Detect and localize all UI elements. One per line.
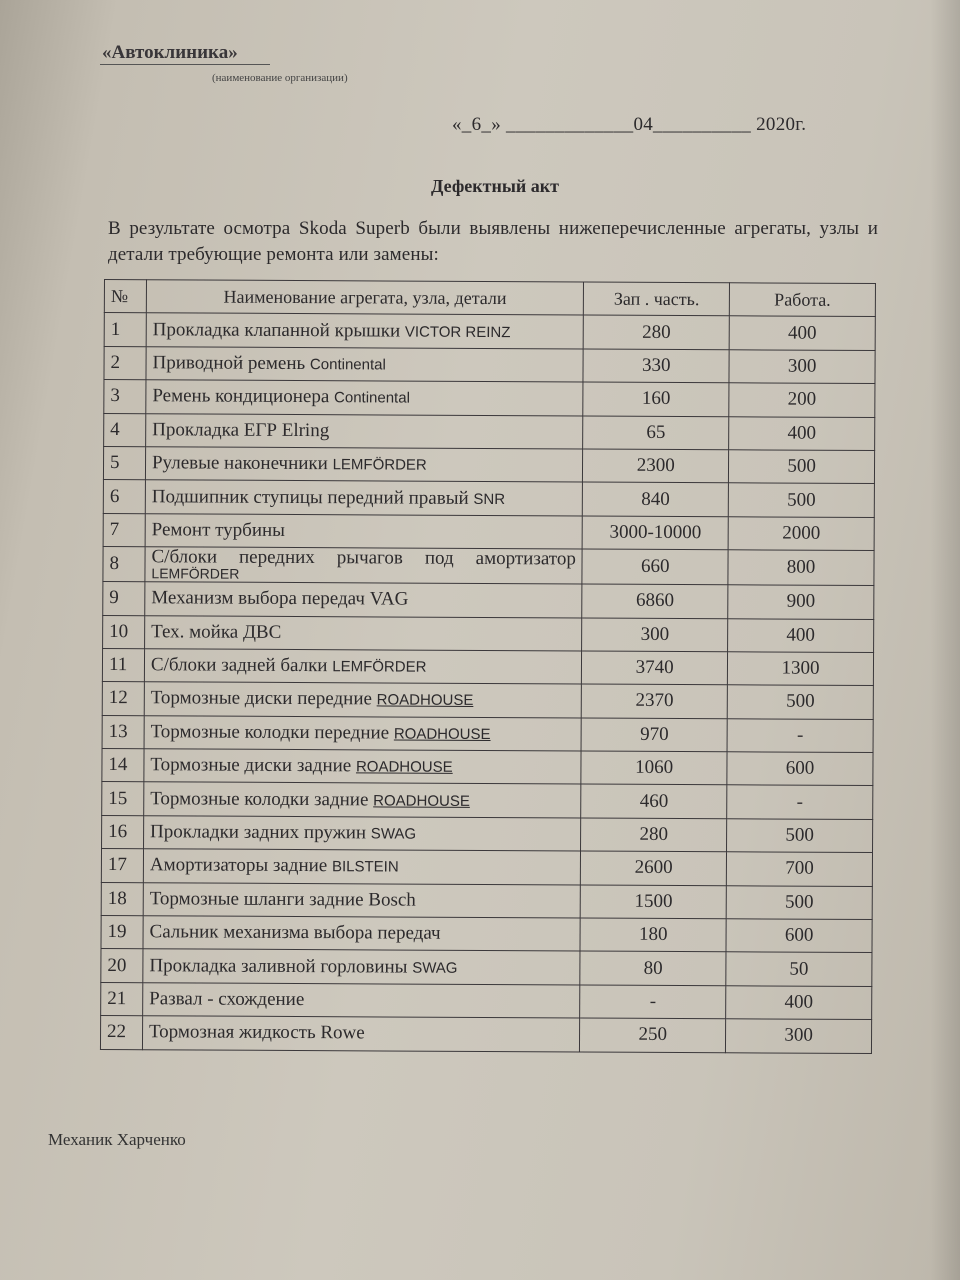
- item-name-text: Прокладка ЕГР Elring: [152, 419, 330, 441]
- item-name-text: Прокладка клапанной крышки: [152, 318, 401, 342]
- row-work-price: 400: [729, 316, 875, 350]
- organization-name: «Автоклиника»: [102, 42, 238, 63]
- item-name-text: Тормозные колодки передние: [150, 721, 390, 744]
- row-work-price: -: [727, 718, 873, 752]
- row-parts-price: 970: [581, 718, 727, 752]
- table-row: [103, 480, 874, 517]
- row-number: 16: [102, 815, 144, 849]
- row-work-price: 500: [727, 685, 873, 719]
- row-number: 17: [101, 849, 143, 883]
- row-work-price: 600: [727, 752, 873, 786]
- item-brand: ROADHOUSE: [355, 758, 453, 777]
- item-brand: LEMFÖRDER: [332, 658, 427, 676]
- row-work-price: 500: [727, 819, 873, 853]
- row-parts-price: 3740: [582, 651, 728, 685]
- row-work-price: 300: [726, 1019, 872, 1053]
- table-row: [101, 916, 872, 953]
- item-name-text: Амортизаторы задние: [149, 854, 328, 877]
- row-number: 14: [102, 749, 144, 783]
- row-item-name: [143, 916, 581, 952]
- row-parts-price: 2370: [582, 684, 728, 718]
- row-item-name: [143, 849, 581, 885]
- row-number: 20: [101, 949, 143, 983]
- table-row: [101, 949, 872, 986]
- row-work-price: 300: [729, 350, 875, 384]
- row-number: 11: [102, 648, 144, 682]
- row-parts-price: 80: [580, 951, 726, 985]
- row-parts-price: -: [580, 985, 726, 1019]
- item-brand: SWAG: [370, 825, 417, 843]
- table-header-row: [104, 280, 875, 317]
- row-parts-price: 6860: [582, 584, 728, 618]
- table-row: [104, 413, 875, 450]
- row-number: 21: [101, 982, 143, 1016]
- table-row: [103, 582, 874, 619]
- row-work-price: 900: [728, 585, 874, 619]
- row-number: 22: [100, 1016, 142, 1050]
- row-parts-price: 300: [582, 618, 728, 652]
- row-number: 5: [103, 446, 145, 480]
- row-item-name: [145, 447, 583, 483]
- item-name-text: Ремень кондиционера: [152, 385, 330, 408]
- table-row: [103, 446, 874, 483]
- table-row: [103, 615, 874, 652]
- table-row: [100, 1016, 871, 1053]
- row-item-name: [145, 513, 583, 549]
- item-brand: ROADHOUSE: [376, 691, 474, 710]
- row-work-price: 400: [726, 986, 872, 1020]
- item-name-text: Тех. мойка ДВС: [151, 620, 282, 643]
- item-brand: ROADHOUSE: [373, 792, 470, 810]
- row-parts-price: 2600: [581, 851, 727, 885]
- header-parts-price: Зап . часть.: [584, 282, 730, 316]
- row-work-price: 200: [729, 383, 875, 417]
- organization-underline: [100, 64, 270, 65]
- table-row: [102, 682, 873, 719]
- item-name-text: Рулевые наконечники: [151, 452, 328, 475]
- item-name-text: Прокладки задних пружин: [150, 821, 367, 844]
- item-brand: BILSTEIN: [331, 858, 399, 876]
- row-work-price: 600: [726, 919, 872, 953]
- row-number: 3: [104, 380, 146, 414]
- header-number: №: [104, 280, 146, 314]
- row-parts-price: 2300: [583, 449, 729, 483]
- table-row: [104, 346, 875, 383]
- row-item-name: [146, 347, 584, 383]
- row-work-price: -: [727, 785, 873, 819]
- item-brand: VICTOR REINZ: [404, 323, 511, 341]
- row-parts-price: 660: [582, 549, 728, 585]
- row-work-price: 700: [726, 852, 872, 886]
- row-item-name: [142, 1016, 580, 1052]
- row-work-price: 2000: [728, 517, 874, 551]
- row-number: 1: [104, 313, 146, 347]
- row-parts-price: 3000-10000: [582, 516, 728, 550]
- document-date: «_6_» _____________04__________ 2020г.: [452, 114, 807, 135]
- row-parts-price: 1500: [580, 885, 726, 919]
- row-number: 2: [104, 346, 146, 380]
- row-item-name: [146, 380, 584, 416]
- row-item-name: [145, 547, 583, 584]
- item-brand: Continental: [333, 389, 410, 407]
- row-item-name: [145, 480, 583, 516]
- table-row: [103, 513, 874, 550]
- item-brand: Continental: [309, 356, 386, 374]
- table-row: [102, 749, 873, 786]
- intro-paragraph: В результате осмотра Skoda Superb были выявлены нижеперечисленные агрегаты, узлы и детали требующие ремонта или замены:: [108, 218, 878, 265]
- table-row: [101, 982, 872, 1019]
- table-row: [103, 547, 874, 586]
- row-number: 8: [103, 547, 145, 582]
- row-item-name: [144, 715, 582, 751]
- row-item-name: [144, 649, 582, 685]
- item-brand: LEMFÖRDER: [332, 456, 427, 474]
- item-brand: LEMFÖRDER: [151, 565, 240, 582]
- row-parts-price: 250: [580, 1018, 726, 1052]
- row-number: 19: [101, 916, 143, 950]
- item-name-text: Прокладка заливной горловины: [149, 954, 408, 978]
- table-row: [101, 849, 872, 886]
- item-name-text: Тормозные колодки задние: [150, 787, 369, 811]
- row-number: 7: [103, 513, 145, 547]
- item-brand: SWAG: [412, 959, 458, 977]
- row-work-price: 500: [726, 885, 872, 919]
- item-brand: ROADHOUSE: [393, 725, 491, 743]
- row-number: 6: [103, 480, 145, 514]
- row-parts-price: 460: [581, 784, 727, 818]
- item-brand: SNR: [473, 490, 506, 508]
- item-name-text: Приводной ремень: [152, 352, 306, 375]
- item-name-text: Механизм выбора передач VAG: [151, 587, 409, 610]
- item-name-text: Тормозные диски задние: [150, 754, 352, 777]
- row-parts-price: 280: [581, 818, 727, 852]
- row-number: 18: [101, 882, 143, 916]
- row-item-name: [144, 782, 582, 818]
- row-work-price: 800: [728, 550, 874, 586]
- row-item-name: [145, 582, 583, 618]
- row-item-name: [146, 413, 584, 449]
- row-item-name: [143, 949, 581, 985]
- row-number: 9: [103, 582, 145, 616]
- item-name-text: С/блоки передних рычагов под амортизатор: [151, 546, 576, 570]
- row-parts-price: 1060: [581, 751, 727, 785]
- row-work-price: 500: [729, 450, 875, 484]
- item-name-text: Подшипник ступицы передний правый: [151, 485, 469, 509]
- row-parts-price: 840: [583, 482, 729, 516]
- row-parts-price: 180: [580, 918, 726, 952]
- table-row: [102, 815, 873, 852]
- row-work-price: 50: [726, 952, 872, 986]
- row-parts-price: 65: [583, 416, 729, 450]
- header-item-name: Наименование агрегата, узла, детали: [146, 280, 584, 316]
- item-name-text: Тормозные диски передние: [150, 687, 372, 710]
- mechanic-signature: Механик Харченко: [48, 1130, 186, 1149]
- row-parts-price: 160: [583, 382, 729, 416]
- row-item-name: [146, 313, 584, 349]
- table-row: [102, 715, 873, 752]
- row-item-name: [143, 882, 581, 918]
- row-number: 10: [103, 615, 145, 649]
- table-row: [102, 648, 873, 685]
- table-row: [104, 313, 875, 350]
- item-name-text: Развал - схождение: [149, 988, 305, 1011]
- defects-table: [100, 279, 876, 1054]
- row-item-name: [143, 983, 581, 1019]
- row-work-price: 400: [729, 416, 875, 450]
- row-work-price: 500: [728, 483, 874, 517]
- row-number: 13: [102, 715, 144, 749]
- header-work-price: Работа.: [729, 283, 875, 317]
- row-work-price: 1300: [728, 652, 874, 686]
- organization-caption: (наименование организации): [212, 72, 348, 84]
- table-row: [104, 380, 875, 417]
- row-number: 4: [104, 413, 146, 447]
- table-row: [101, 882, 872, 919]
- row-item-name: [145, 615, 583, 651]
- row-parts-price: 280: [583, 315, 729, 349]
- document-title: Дефектный акт: [431, 176, 559, 196]
- item-name-text: Ремонт турбины: [151, 519, 286, 541]
- row-item-name: [144, 749, 582, 785]
- row-parts-price: 330: [583, 349, 729, 383]
- row-item-name: [143, 816, 581, 852]
- item-name-text: Сальник механизма выбора передач: [149, 921, 441, 944]
- table-row: [102, 782, 873, 819]
- item-name-text: С/блоки задней балки: [150, 654, 328, 677]
- row-number: 15: [102, 782, 144, 816]
- row-number: 12: [102, 682, 144, 716]
- item-name-text: Тормозные шланги задние Bosch: [149, 888, 416, 911]
- row-work-price: 400: [728, 618, 874, 652]
- row-item-name: [144, 682, 582, 718]
- item-name-text: Тормозная жидкость Rowe: [148, 1021, 365, 1044]
